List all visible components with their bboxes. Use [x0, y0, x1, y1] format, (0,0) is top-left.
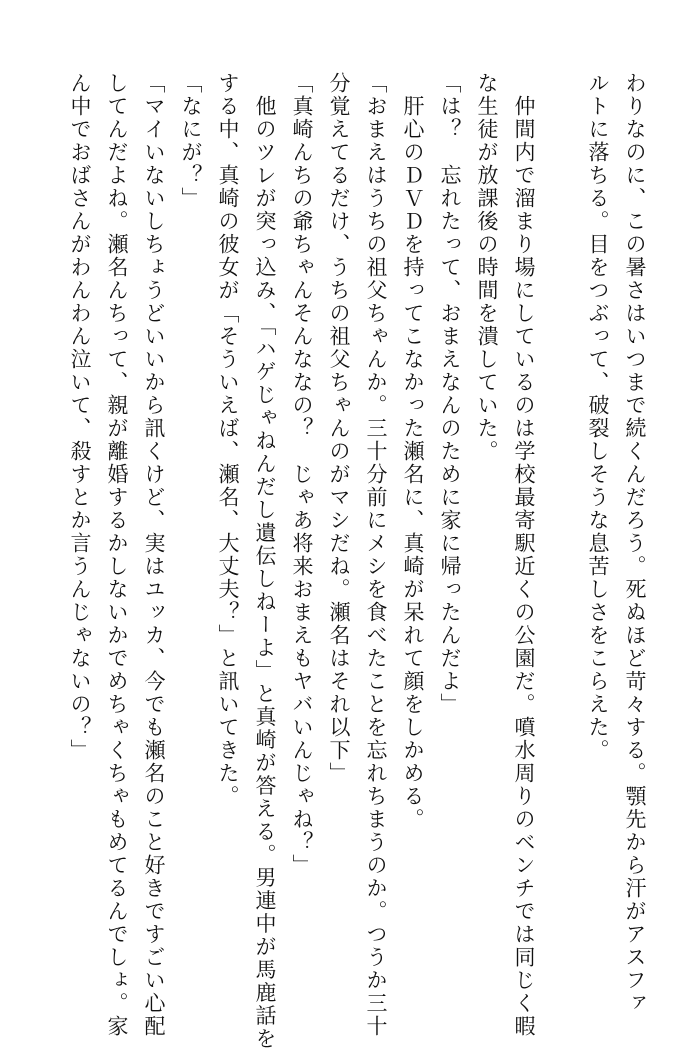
text-column: な生徒が放課後の時間を潰していた。 — [475, 72, 499, 463]
text-column: 仲間内で溜まり場にしているのは学校最寄駅近くの公園だ。噴水周りのベンチでは同じく暇 — [512, 72, 536, 1038]
text-column: してんだよね。瀬名んちって、親が離婚するかしないかでめちゃくちゃもめてるんでしょ。家 — [105, 72, 129, 1038]
text-column: ん中でおばさんがわんわん泣いて、殺すとか言うんじゃないの？」 — [68, 72, 92, 762]
text-column: 「マイいないしちょうどいいから訊くけど、実はユッカ、今でも瀬名のこと好きですごい心配 — [142, 72, 166, 1038]
text-column: 分覚えてるだけ、うちの祖父ちゃんのがマシだね。瀬名はそれ以下」 — [327, 72, 351, 785]
text-column: ルトに落ちる。目をつぶって、破裂しそうな息苦しさをこらえた。 — [586, 72, 610, 762]
text-column: 「真崎んちの爺ちゃんそんななの？ じゃあ将来おまえもヤバいんじゃね？」 — [290, 72, 314, 877]
text-column: 肝心のＤＶＤを持ってこなかった瀬名に、真崎が呆れて顔をしかめる。 — [401, 72, 425, 831]
text-column: わりなのに、この暑さはいつまで続くんだろう。死ぬほど苛々する。顎先から汗がアスファ — [623, 72, 647, 1015]
text-column: 「おまえはうちの祖父ちゃんか。三十分前にメシを食べたことを忘れちまうのか。つうか三十 — [364, 72, 388, 1038]
text-column: 「は？ 忘れたって、おまえなんのために家に帰ったんだよ」 — [438, 72, 462, 716]
text-column: 他のツレが突っ込み、「ハゲじゃねんだし遺伝しねーよ」と真崎が答える。男連中が馬鹿話を — [253, 72, 277, 1051]
text-column: 「なにが？」 — [179, 72, 203, 210]
text-column: する中、真崎の彼女が「そういえば、瀬名、大丈夫？」と訊いてきた。 — [216, 72, 240, 808]
